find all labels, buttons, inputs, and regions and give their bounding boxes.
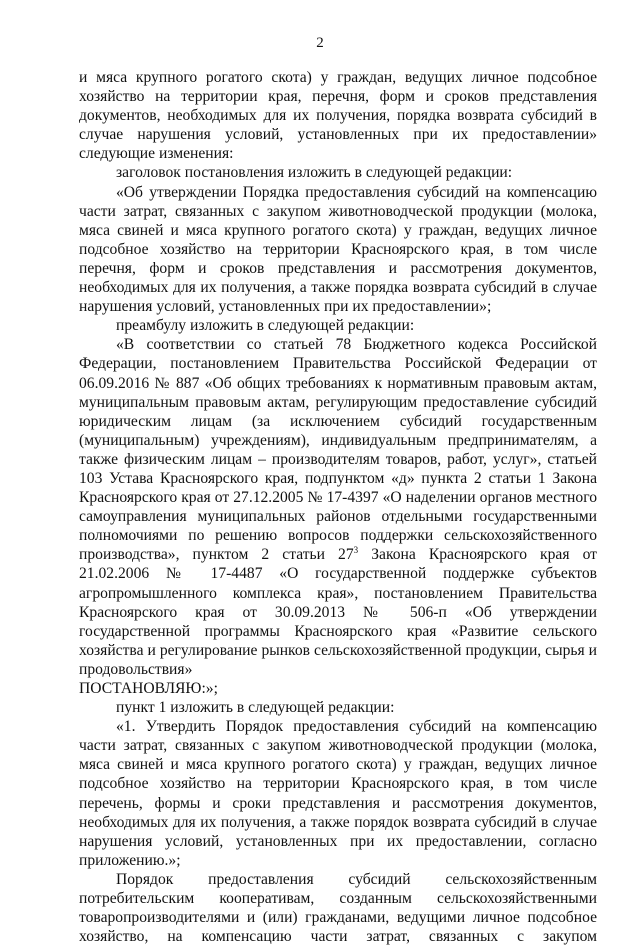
- page-number: 2: [316, 35, 324, 51]
- document-body: [79, 68, 597, 946]
- preamble-text: [79, 335, 597, 698]
- point1-change-instruction: пункт 1 изложить в следующей редакции:: [116, 699, 395, 717]
- title-change-instruction: заголовок постановления изложить в следующей редакции:: [116, 164, 513, 182]
- preamble-text-part-2: Закона Красноярского края от 21.02.2006 № 17-4487 «О государственной поддержке субъектов агропромышленного комплекса края», постановлением Правительства Красноярского края от 30.09.2013 № 506-п «Об утверждении государственной программы Красноярского края «Развитие сельского хозяйства и регулирование рынков сельскохозяйственной продукции, сырья и продовольствия»: [79, 546, 597, 678]
- new-title-text: «Об утверждении Порядка предоставления субсидий на компенсацию части затрат, связанных с закупом животноводческой продукции (молока, мяса свиней и мяса крупного рогатого скота) у граждан, ведущих личное подсобное хозяйство на территории Красноярского края, в том числе перечня, форм и сроков представления и рассмотрения документов, необходимых для их получения, а также порядка возврата субсидий в случае нарушения условий, установленных при их предоставлении»;: [79, 183, 597, 316]
- article-superscript: 3: [353, 545, 359, 556]
- preamble-change-instruction: преамбулу изложить в следующей редакции:: [116, 317, 415, 335]
- preamble-resolve-word: ПОСТАНОВЛЯЮ:»;: [79, 680, 218, 697]
- procedure-paragraph: Порядок предоставления субсидий сельскохозяйственным потребительским кооперативам, созданным сельскохозяйственными товаропроизводителями и (или) гражданами, ведущими личное подсобное хозяйство, на компенсацию части затрат, связанных с закупом: [79, 870, 597, 946]
- point1-new-text: «1. Утвердить Порядок предоставления субсидий на компенсацию части затрат, связанных с закупом животноводческой продукции (молока, мяса свиней и мяса крупного рогатого скота) у граждан, ведущих личное подсобное хозяйство на территории Красноярского края, в том числе перечень, формы и сроки представления и рассмотрения документов, необходимых для их получения, а также порядок возврата субсидий в случае нарушения условий, установленных при их предоставлении, согласно приложению.»;: [79, 718, 597, 869]
- preamble-text-part-1: «В соответствии со статьей 78 Бюджетного кодекса Российской Федерации, постановлением Правительства Российской Федерации от 06.09.2016 № 887 «Об общих требованиях к нормативным правовым актам, муниципальным правовым актам, регулирующим предоставление субсидий юридическим лицам (за исключением субсидий государственным (муниципальным) учреждениям), индивидуальным предпринимателям, а также физическим лицам – производителям товаров, работ, услуг», статьей 103 Устава Красноярского края, подпунктом «д» пункта 2 статьи 1 Закона Красноярского края от 27.12.2005 № 17-4397 «О наделении органов местного самоуправления муниципальных районов отдельными государственными полномочиями по решению вопросов поддержки сельскохозяйственного производства», пунктом 2 статьи 27: [79, 336, 597, 564]
- intro-paragraph: и мяса крупного рогатого скота) у граждан, ведущих личное подсобное хозяйство на территории края, перечня, форм и сроков представления документов, необходимых для их получения, порядка возврата субсидий в случае нарушения условий, установленных при их предоставлении» следующие изменения:: [79, 69, 597, 163]
